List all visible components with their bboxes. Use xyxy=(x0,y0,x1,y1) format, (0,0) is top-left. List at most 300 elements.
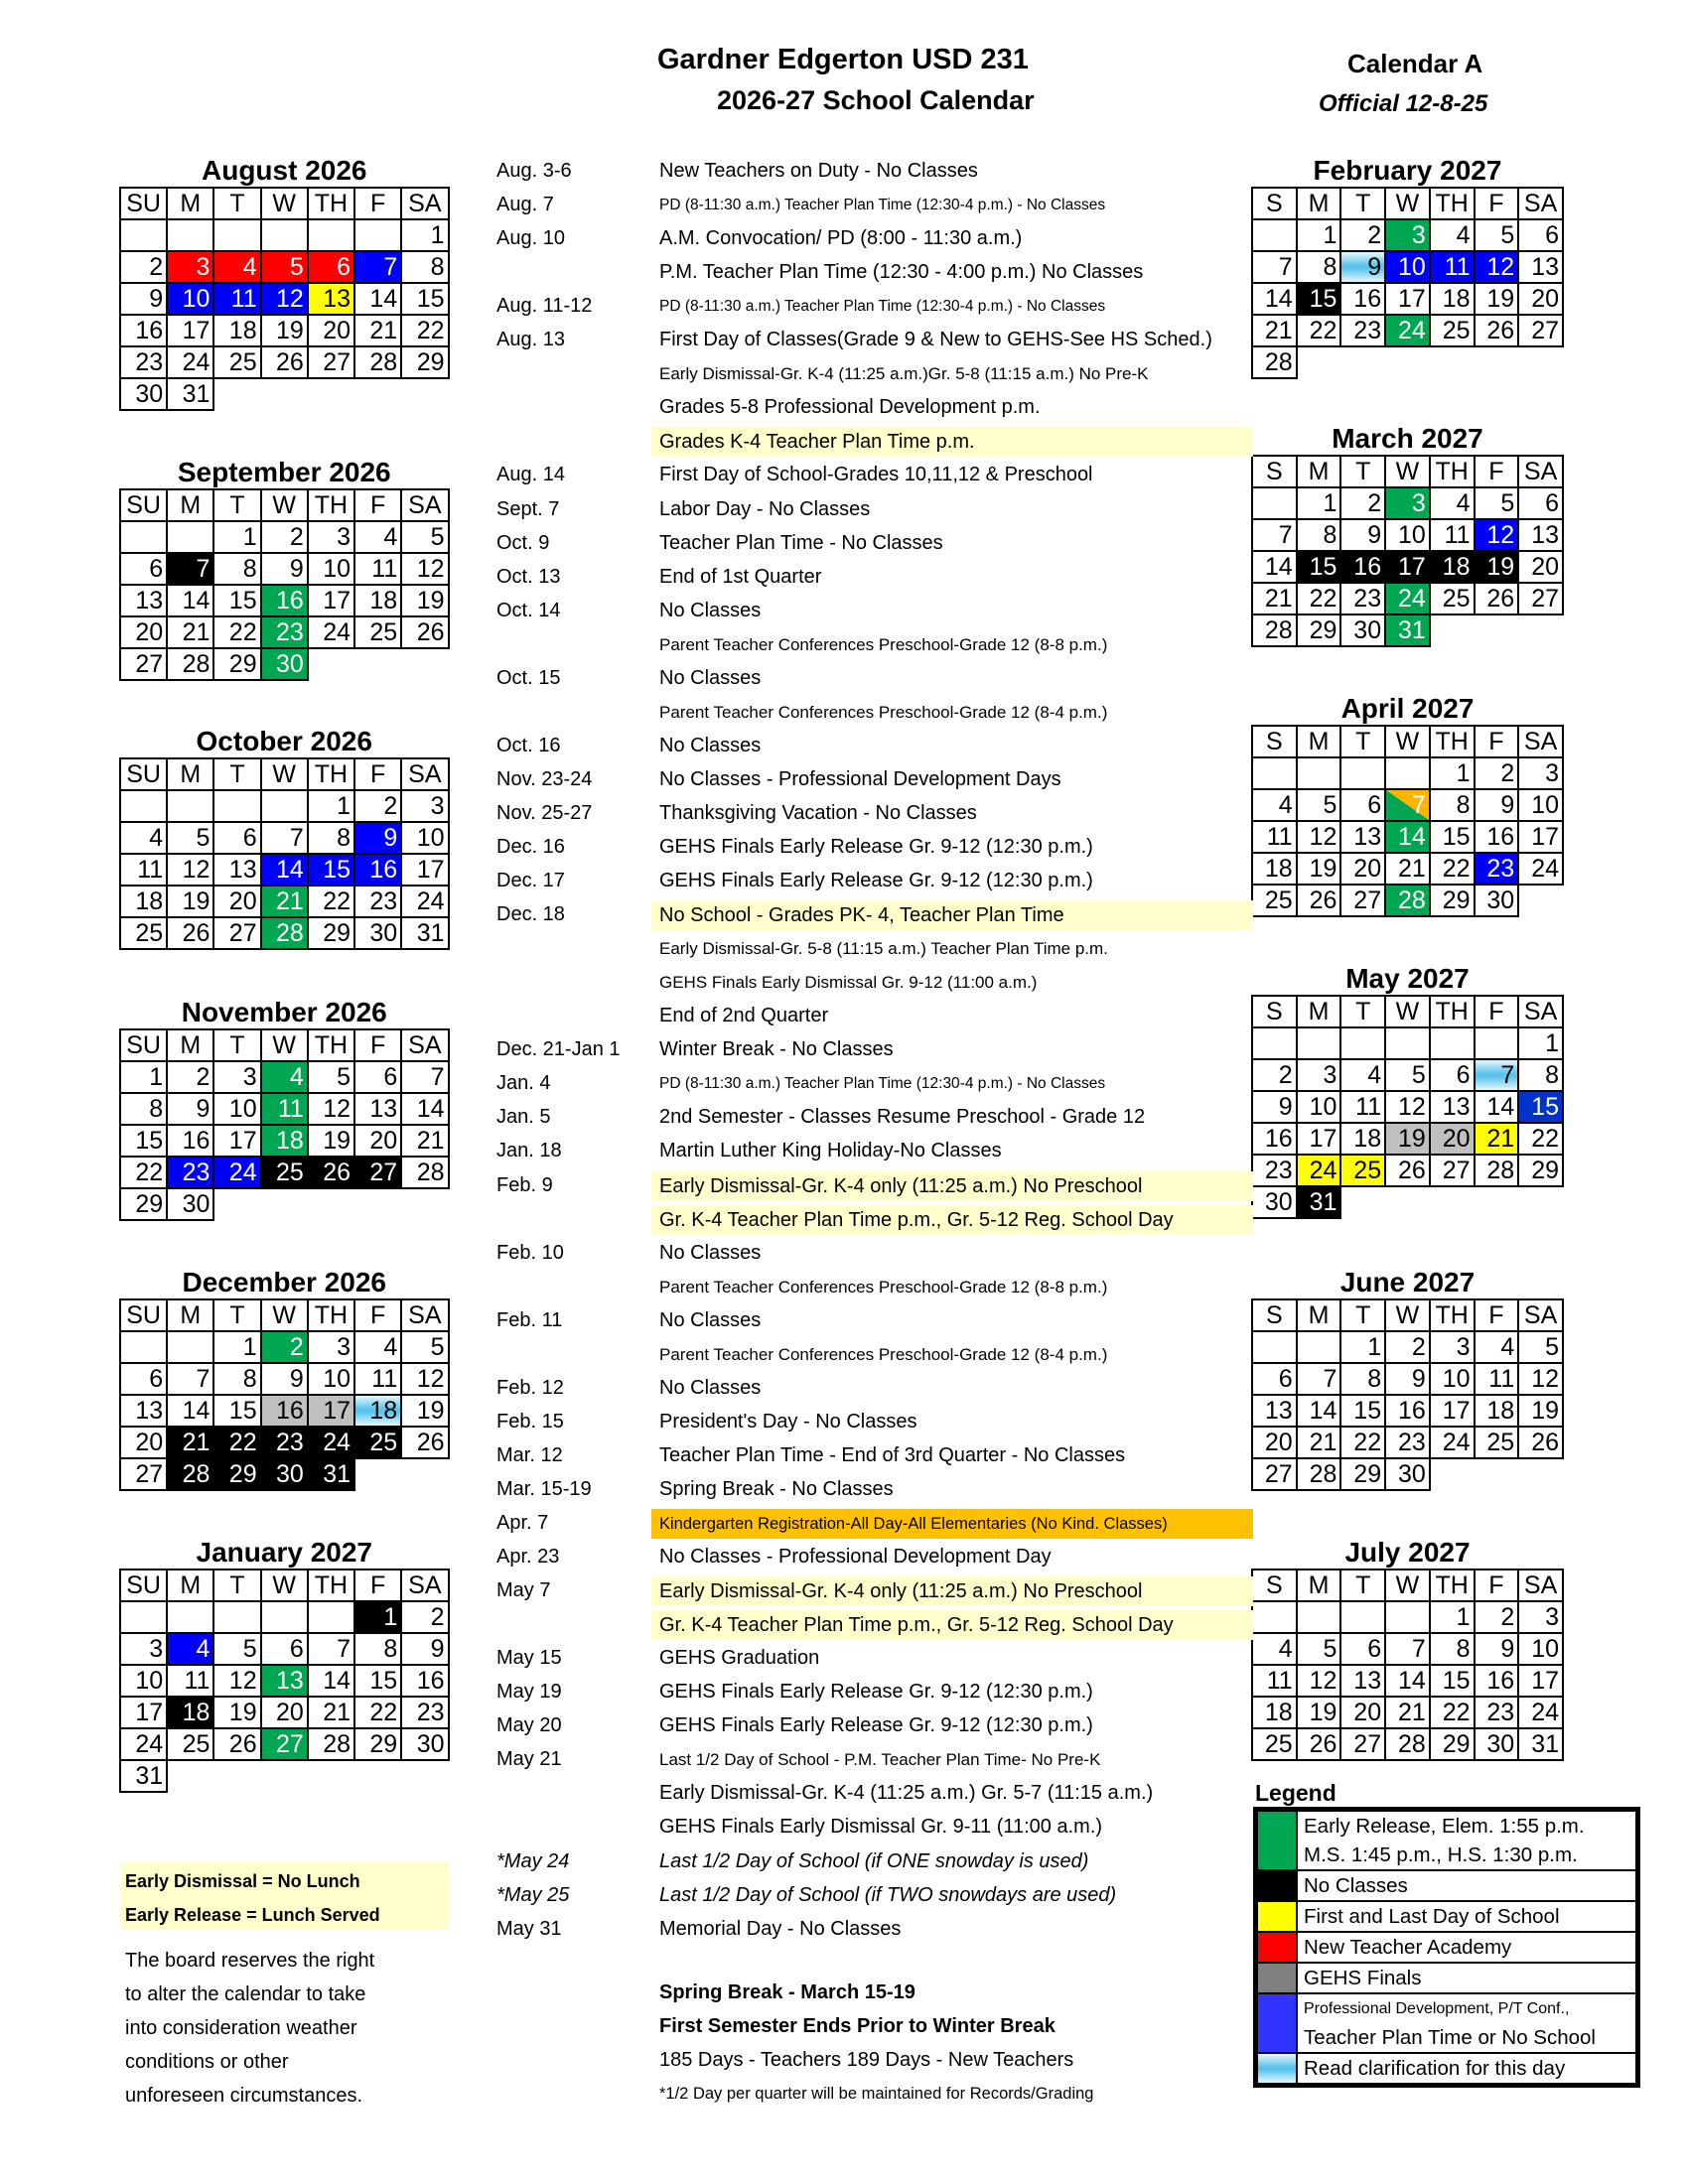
day-cell[interactable]: 1 xyxy=(213,1331,260,1363)
day-cell[interactable]: 11 xyxy=(1340,1091,1385,1123)
day-cell[interactable]: 16 xyxy=(167,1125,213,1157)
day-cell[interactable]: 4 xyxy=(167,1633,213,1665)
day-cell[interactable]: 20 xyxy=(1430,1123,1475,1155)
day-cell[interactable]: 27 xyxy=(120,1458,167,1490)
day-cell[interactable]: 17 xyxy=(1518,1665,1563,1697)
day-cell[interactable]: 10 xyxy=(308,1363,354,1395)
day-cell[interactable]: 18 xyxy=(167,1697,213,1728)
day-cell[interactable]: 24 xyxy=(1297,1155,1341,1186)
day-cell[interactable]: 2 xyxy=(261,521,308,553)
day-cell[interactable]: 8 xyxy=(1340,1363,1385,1395)
day-cell[interactable]: 12 xyxy=(308,1093,354,1125)
day-cell[interactable]: 18 xyxy=(354,585,401,616)
day-cell[interactable]: 15 xyxy=(1518,1091,1563,1123)
day-cell[interactable]: 14 xyxy=(401,1093,448,1125)
day-cell[interactable]: 26 xyxy=(213,1728,260,1760)
day-cell[interactable]: 6 xyxy=(120,1363,167,1395)
day-cell[interactable]: 20 xyxy=(1518,283,1563,315)
day-cell[interactable]: 26 xyxy=(1475,315,1519,346)
day-cell[interactable]: 17 xyxy=(1518,821,1563,853)
day-cell[interactable]: 2 xyxy=(1475,757,1519,789)
day-cell[interactable]: 12 xyxy=(1475,251,1519,283)
day-cell[interactable]: 21 xyxy=(1385,853,1430,885)
day-cell[interactable]: 9 xyxy=(167,1093,213,1125)
day-cell[interactable]: 11 xyxy=(354,553,401,585)
day-cell[interactable]: 31 xyxy=(308,1458,354,1490)
day-cell[interactable]: 11 xyxy=(261,1093,308,1125)
day-cell[interactable]: 11 xyxy=(354,1363,401,1395)
day-cell[interactable]: 26 xyxy=(1385,1155,1430,1186)
day-cell[interactable]: 4 xyxy=(1252,1633,1297,1665)
day-cell[interactable]: 13 xyxy=(120,585,167,616)
day-cell[interactable]: 13 xyxy=(1252,1395,1297,1427)
day-cell[interactable]: 1 xyxy=(1430,1601,1475,1633)
day-cell[interactable]: 23 xyxy=(261,1427,308,1458)
day-cell[interactable]: 14 xyxy=(1297,1395,1341,1427)
day-cell[interactable]: 29 xyxy=(213,1458,260,1490)
day-cell[interactable]: 20 xyxy=(1252,1427,1297,1458)
day-cell[interactable]: 2 xyxy=(167,1061,213,1093)
day-cell[interactable]: 16 xyxy=(1475,1665,1519,1697)
day-cell[interactable]: 23 xyxy=(1252,1155,1297,1186)
day-cell[interactable]: 7 xyxy=(1297,1363,1341,1395)
day-cell[interactable]: 4 xyxy=(120,822,167,854)
day-cell[interactable]: 3 xyxy=(1385,219,1430,251)
day-cell[interactable]: 5 xyxy=(401,521,448,553)
day-cell[interactable]: 17 xyxy=(213,1125,260,1157)
day-cell[interactable]: 1 xyxy=(1340,1331,1385,1363)
day-cell[interactable]: 11 xyxy=(167,1665,213,1697)
day-cell[interactable]: 6 xyxy=(1252,1363,1297,1395)
day-cell[interactable]: 1 xyxy=(308,790,354,822)
day-cell[interactable]: 28 xyxy=(1475,1155,1519,1186)
day-cell[interactable]: 16 xyxy=(120,315,167,346)
day-cell[interactable]: 14 xyxy=(167,585,213,616)
day-cell[interactable]: 18 xyxy=(1430,551,1475,583)
day-cell[interactable]: 25 xyxy=(261,1157,308,1188)
day-cell[interactable]: 8 xyxy=(1430,1633,1475,1665)
day-cell[interactable]: 2 xyxy=(401,1601,448,1633)
day-cell[interactable]: 13 xyxy=(354,1093,401,1125)
day-cell[interactable]: 4 xyxy=(354,521,401,553)
day-cell[interactable]: 23 xyxy=(354,886,401,917)
day-cell[interactable]: 5 xyxy=(213,1633,260,1665)
day-cell[interactable]: 7 xyxy=(261,822,308,854)
day-cell[interactable]: 20 xyxy=(120,1427,167,1458)
day-cell[interactable]: 13 xyxy=(1340,821,1385,853)
day-cell[interactable]: 4 xyxy=(261,1061,308,1093)
day-cell[interactable]: 1 xyxy=(354,1601,401,1633)
day-cell[interactable]: 22 xyxy=(1297,315,1341,346)
day-cell[interactable]: 25 xyxy=(354,1427,401,1458)
day-cell[interactable]: 2 xyxy=(1385,1331,1430,1363)
day-cell[interactable]: 8 xyxy=(120,1093,167,1125)
day-cell[interactable]: 5 xyxy=(1475,487,1519,519)
day-cell[interactable]: 6 xyxy=(354,1061,401,1093)
day-cell[interactable]: 9 xyxy=(261,553,308,585)
day-cell[interactable]: 6 xyxy=(213,822,260,854)
day-cell[interactable]: 30 xyxy=(401,1728,448,1760)
day-cell[interactable]: 11 xyxy=(213,283,260,315)
day-cell[interactable]: 5 xyxy=(1297,789,1341,821)
day-cell[interactable]: 25 xyxy=(1340,1155,1385,1186)
day-cell[interactable]: 27 xyxy=(354,1157,401,1188)
day-cell[interactable]: 21 xyxy=(167,616,213,648)
day-cell[interactable]: 5 xyxy=(1518,1331,1563,1363)
day-cell[interactable]: 16 xyxy=(1340,551,1385,583)
day-cell[interactable]: 26 xyxy=(308,1157,354,1188)
day-cell[interactable]: 23 xyxy=(1340,315,1385,346)
day-cell[interactable]: 14 xyxy=(1385,1665,1430,1697)
day-cell[interactable]: 10 xyxy=(1297,1091,1341,1123)
day-cell[interactable]: 24 xyxy=(120,1728,167,1760)
day-cell[interactable]: 4 xyxy=(1475,1331,1519,1363)
day-cell[interactable]: 3 xyxy=(167,251,213,283)
day-cell[interactable]: 7 xyxy=(308,1633,354,1665)
day-cell[interactable]: 19 xyxy=(167,886,213,917)
day-cell[interactable]: 10 xyxy=(213,1093,260,1125)
day-cell[interactable]: 29 xyxy=(1430,885,1475,916)
day-cell[interactable]: 14 xyxy=(1252,283,1297,315)
day-cell[interactable]: 15 xyxy=(308,854,354,886)
day-cell[interactable]: 2 xyxy=(1340,487,1385,519)
day-cell[interactable]: 19 xyxy=(308,1125,354,1157)
day-cell[interactable]: 9 xyxy=(1340,251,1385,283)
day-cell[interactable]: 8 xyxy=(308,822,354,854)
day-cell[interactable]: 12 xyxy=(1297,821,1341,853)
day-cell[interactable]: 12 xyxy=(213,1665,260,1697)
day-cell[interactable]: 27 xyxy=(1518,583,1563,614)
day-cell[interactable]: 1 xyxy=(120,1061,167,1093)
day-cell[interactable]: 30 xyxy=(120,378,167,410)
day-cell[interactable]: 26 xyxy=(1297,885,1341,916)
day-cell[interactable]: 3 xyxy=(308,1331,354,1363)
day-cell[interactable]: 6 xyxy=(1430,1059,1475,1091)
day-cell[interactable]: 29 xyxy=(1518,1155,1563,1186)
day-cell[interactable]: 17 xyxy=(1430,1395,1475,1427)
day-cell[interactable]: 19 xyxy=(261,315,308,346)
day-cell[interactable]: 28 xyxy=(354,346,401,378)
day-cell[interactable]: 14 xyxy=(167,1395,213,1427)
day-cell[interactable]: 22 xyxy=(354,1697,401,1728)
day-cell[interactable]: 13 xyxy=(1430,1091,1475,1123)
day-cell[interactable]: 17 xyxy=(1385,551,1430,583)
day-cell[interactable]: 26 xyxy=(401,616,448,648)
day-cell[interactable]: 28 xyxy=(308,1728,354,1760)
day-cell[interactable]: 27 xyxy=(1518,315,1563,346)
day-cell[interactable]: 5 xyxy=(1475,219,1519,251)
day-cell[interactable]: 3 xyxy=(1297,1059,1341,1091)
day-cell[interactable]: 27 xyxy=(1340,885,1385,916)
day-cell[interactable]: 23 xyxy=(167,1157,213,1188)
day-cell[interactable]: 11 xyxy=(1430,519,1475,551)
day-cell[interactable]: 21 xyxy=(308,1697,354,1728)
day-cell[interactable]: 31 xyxy=(1297,1186,1341,1218)
day-cell[interactable]: 29 xyxy=(354,1728,401,1760)
day-cell[interactable]: 10 xyxy=(1385,519,1430,551)
day-cell[interactable]: 1 xyxy=(1518,1027,1563,1059)
day-cell[interactable]: 15 xyxy=(1340,1395,1385,1427)
day-cell[interactable]: 16 xyxy=(1385,1395,1430,1427)
day-cell[interactable]: 3 xyxy=(213,1061,260,1093)
day-cell[interactable]: 22 xyxy=(1430,1697,1475,1728)
day-cell[interactable]: 4 xyxy=(354,1331,401,1363)
day-cell[interactable]: 8 xyxy=(401,251,448,283)
day-cell[interactable]: 13 xyxy=(261,1665,308,1697)
day-cell[interactable]: 26 xyxy=(1297,1728,1341,1760)
day-cell[interactable]: 30 xyxy=(1385,1458,1430,1490)
day-cell[interactable]: 18 xyxy=(1252,1697,1297,1728)
day-cell[interactable]: 13 xyxy=(213,854,260,886)
day-cell[interactable]: 22 xyxy=(1518,1123,1563,1155)
day-cell[interactable]: 28 xyxy=(167,1458,213,1490)
day-cell[interactable]: 5 xyxy=(401,1331,448,1363)
day-cell[interactable]: 6 xyxy=(1340,1633,1385,1665)
day-cell[interactable]: 28 xyxy=(1252,346,1297,378)
day-cell[interactable]: 25 xyxy=(167,1728,213,1760)
day-cell[interactable]: 18 xyxy=(120,886,167,917)
day-cell[interactable]: 9 xyxy=(354,822,401,854)
day-cell[interactable]: 6 xyxy=(1518,219,1563,251)
day-cell[interactable]: 4 xyxy=(1252,789,1297,821)
day-cell[interactable]: 27 xyxy=(1340,1728,1385,1760)
day-cell[interactable]: 21 xyxy=(1385,1697,1430,1728)
day-cell[interactable]: 3 xyxy=(1518,757,1563,789)
day-cell[interactable]: 16 xyxy=(261,585,308,616)
day-cell[interactable]: 23 xyxy=(261,616,308,648)
day-cell[interactable]: 14 xyxy=(1252,551,1297,583)
day-cell[interactable]: 29 xyxy=(401,346,448,378)
day-cell[interactable]: 4 xyxy=(1430,219,1475,251)
day-cell[interactable]: 4 xyxy=(1430,487,1475,519)
day-cell[interactable]: 28 xyxy=(261,917,308,949)
day-cell[interactable]: 11 xyxy=(1252,821,1297,853)
day-cell[interactable]: 18 xyxy=(354,1395,401,1427)
day-cell[interactable]: 21 xyxy=(1252,583,1297,614)
day-cell[interactable]: 1 xyxy=(1430,757,1475,789)
day-cell[interactable]: 2 xyxy=(120,251,167,283)
day-cell[interactable]: 30 xyxy=(1475,1728,1519,1760)
day-cell[interactable]: 21 xyxy=(401,1125,448,1157)
day-cell[interactable]: 17 xyxy=(120,1697,167,1728)
day-cell[interactable]: 17 xyxy=(308,585,354,616)
day-cell[interactable]: 1 xyxy=(1297,219,1341,251)
day-cell[interactable]: 22 xyxy=(1340,1427,1385,1458)
day-cell[interactable]: 8 xyxy=(354,1633,401,1665)
day-cell[interactable]: 7 xyxy=(167,1363,213,1395)
day-cell[interactable]: 4 xyxy=(213,251,260,283)
day-cell[interactable]: 30 xyxy=(1252,1186,1297,1218)
day-cell[interactable]: 27 xyxy=(120,648,167,680)
day-cell[interactable]: 24 xyxy=(167,346,213,378)
day-cell[interactable]: 11 xyxy=(120,854,167,886)
day-cell[interactable]: 20 xyxy=(1340,1697,1385,1728)
day-cell[interactable]: 1 xyxy=(401,219,448,251)
day-cell[interactable]: 15 xyxy=(120,1125,167,1157)
day-cell[interactable]: 5 xyxy=(1297,1633,1341,1665)
day-cell[interactable]: 9 xyxy=(120,283,167,315)
day-cell[interactable]: 12 xyxy=(1475,519,1519,551)
day-cell[interactable]: 9 xyxy=(1475,1633,1519,1665)
day-cell[interactable]: 21 xyxy=(1252,315,1297,346)
day-cell[interactable]: 26 xyxy=(1518,1427,1563,1458)
day-cell[interactable]: 22 xyxy=(308,886,354,917)
day-cell[interactable]: 25 xyxy=(213,346,260,378)
day-cell[interactable]: 29 xyxy=(1297,614,1341,646)
day-cell[interactable]: 26 xyxy=(261,346,308,378)
day-cell[interactable]: 15 xyxy=(1430,821,1475,853)
day-cell[interactable]: 13 xyxy=(1518,519,1563,551)
day-cell[interactable]: 10 xyxy=(308,553,354,585)
day-cell[interactable]: 18 xyxy=(213,315,260,346)
day-cell[interactable]: 14 xyxy=(1475,1091,1519,1123)
day-cell[interactable]: 17 xyxy=(1385,283,1430,315)
day-cell[interactable]: 19 xyxy=(1385,1123,1430,1155)
day-cell[interactable]: 7 xyxy=(401,1061,448,1093)
day-cell[interactable]: 19 xyxy=(1475,283,1519,315)
day-cell[interactable]: 18 xyxy=(1475,1395,1519,1427)
day-cell[interactable]: 31 xyxy=(1385,614,1430,646)
day-cell[interactable]: 15 xyxy=(354,1665,401,1697)
day-cell[interactable]: 19 xyxy=(1297,853,1341,885)
day-cell[interactable]: 7 xyxy=(1252,519,1297,551)
day-cell[interactable]: 24 xyxy=(1518,1697,1563,1728)
day-cell[interactable]: 9 xyxy=(1475,789,1519,821)
day-cell[interactable]: 11 xyxy=(1430,251,1475,283)
day-cell[interactable]: 13 xyxy=(1340,1665,1385,1697)
day-cell[interactable]: 6 xyxy=(120,553,167,585)
day-cell[interactable]: 3 xyxy=(308,521,354,553)
day-cell[interactable]: 7 xyxy=(1475,1059,1519,1091)
day-cell[interactable]: 9 xyxy=(261,1363,308,1395)
day-cell[interactable]: 6 xyxy=(261,1633,308,1665)
day-cell[interactable]: 24 xyxy=(1385,583,1430,614)
day-cell[interactable]: 6 xyxy=(1518,487,1563,519)
day-cell[interactable]: 14 xyxy=(261,854,308,886)
day-cell[interactable]: 13 xyxy=(120,1395,167,1427)
day-cell[interactable]: 25 xyxy=(1430,583,1475,614)
day-cell[interactable]: 24 xyxy=(1385,315,1430,346)
day-cell[interactable]: 15 xyxy=(213,1395,260,1427)
day-cell[interactable]: 5 xyxy=(1385,1059,1430,1091)
day-cell[interactable]: 25 xyxy=(354,616,401,648)
day-cell[interactable]: 21 xyxy=(261,886,308,917)
day-cell[interactable]: 21 xyxy=(167,1427,213,1458)
day-cell[interactable]: 30 xyxy=(261,1458,308,1490)
day-cell[interactable]: 18 xyxy=(1252,853,1297,885)
day-cell[interactable]: 29 xyxy=(213,648,260,680)
day-cell[interactable]: 11 xyxy=(1252,1665,1297,1697)
day-cell[interactable]: 17 xyxy=(308,1395,354,1427)
day-cell[interactable]: 28 xyxy=(1385,885,1430,916)
day-cell[interactable]: 15 xyxy=(1297,551,1341,583)
day-cell[interactable]: 2 xyxy=(1475,1601,1519,1633)
day-cell[interactable]: 10 xyxy=(1430,1363,1475,1395)
day-cell[interactable]: 8 xyxy=(213,553,260,585)
day-cell[interactable]: 24 xyxy=(1518,853,1563,885)
day-cell[interactable]: 29 xyxy=(1430,1728,1475,1760)
day-cell[interactable]: 1 xyxy=(213,521,260,553)
day-cell[interactable]: 11 xyxy=(1475,1363,1519,1395)
day-cell[interactable]: 23 xyxy=(1385,1427,1430,1458)
day-cell[interactable]: 10 xyxy=(120,1665,167,1697)
day-cell[interactable]: 12 xyxy=(1297,1665,1341,1697)
day-cell[interactable]: 8 xyxy=(1430,789,1475,821)
day-cell[interactable]: 13 xyxy=(308,283,354,315)
day-cell[interactable]: 23 xyxy=(1475,1697,1519,1728)
day-cell[interactable]: 28 xyxy=(1385,1728,1430,1760)
day-cell[interactable]: 27 xyxy=(261,1728,308,1760)
day-cell[interactable]: 20 xyxy=(1518,551,1563,583)
day-cell[interactable]: 13 xyxy=(1518,251,1563,283)
day-cell[interactable]: 22 xyxy=(401,315,448,346)
day-cell[interactable]: 19 xyxy=(401,585,448,616)
day-cell[interactable]: 12 xyxy=(261,283,308,315)
day-cell[interactable]: 29 xyxy=(120,1188,167,1220)
day-cell[interactable]: 5 xyxy=(308,1061,354,1093)
day-cell[interactable]: 30 xyxy=(261,648,308,680)
day-cell[interactable]: 20 xyxy=(120,616,167,648)
day-cell[interactable]: 21 xyxy=(354,315,401,346)
day-cell[interactable]: 12 xyxy=(1385,1091,1430,1123)
day-cell[interactable]: 19 xyxy=(1518,1395,1563,1427)
day-cell[interactable]: 25 xyxy=(120,917,167,949)
day-cell[interactable]: 15 xyxy=(1430,1665,1475,1697)
day-cell[interactable]: 24 xyxy=(308,1427,354,1458)
day-cell[interactable]: 14 xyxy=(1385,821,1430,853)
day-cell[interactable]: 3 xyxy=(1430,1331,1475,1363)
day-cell[interactable]: 24 xyxy=(1430,1427,1475,1458)
day-cell[interactable]: 22 xyxy=(1430,853,1475,885)
day-cell[interactable]: 7 xyxy=(167,553,213,585)
day-cell[interactable]: 20 xyxy=(261,1697,308,1728)
day-cell[interactable]: 12 xyxy=(401,553,448,585)
day-cell[interactable]: 24 xyxy=(401,886,448,917)
day-cell[interactable]: 3 xyxy=(1518,1601,1563,1633)
day-cell[interactable]: 17 xyxy=(167,315,213,346)
day-cell[interactable]: 10 xyxy=(1518,789,1563,821)
day-cell[interactable]: 19 xyxy=(1297,1697,1341,1728)
day-cell[interactable]: 9 xyxy=(1340,519,1385,551)
day-cell[interactable]: 3 xyxy=(120,1633,167,1665)
day-cell[interactable]: 19 xyxy=(213,1697,260,1728)
day-cell[interactable]: 7 xyxy=(1385,789,1430,821)
day-cell[interactable]: 2 xyxy=(354,790,401,822)
day-cell[interactable]: 16 xyxy=(1252,1123,1297,1155)
day-cell[interactable]: 20 xyxy=(1340,853,1385,885)
day-cell[interactable]: 30 xyxy=(167,1188,213,1220)
day-cell[interactable]: 25 xyxy=(1252,885,1297,916)
day-cell[interactable]: 6 xyxy=(1340,789,1385,821)
day-cell[interactable]: 2 xyxy=(1252,1059,1297,1091)
day-cell[interactable]: 14 xyxy=(354,283,401,315)
day-cell[interactable]: 16 xyxy=(401,1665,448,1697)
day-cell[interactable]: 16 xyxy=(1475,821,1519,853)
day-cell[interactable]: 18 xyxy=(1340,1123,1385,1155)
day-cell[interactable]: 7 xyxy=(1252,251,1297,283)
day-cell[interactable]: 25 xyxy=(1430,315,1475,346)
day-cell[interactable]: 3 xyxy=(401,790,448,822)
day-cell[interactable]: 16 xyxy=(1340,283,1385,315)
day-cell[interactable]: 31 xyxy=(1518,1728,1563,1760)
day-cell[interactable]: 14 xyxy=(308,1665,354,1697)
day-cell[interactable]: 19 xyxy=(401,1395,448,1427)
day-cell[interactable]: 1 xyxy=(1297,487,1341,519)
day-cell[interactable]: 15 xyxy=(213,585,260,616)
day-cell[interactable]: 29 xyxy=(308,917,354,949)
day-cell[interactable]: 23 xyxy=(1475,853,1519,885)
day-cell[interactable]: 5 xyxy=(167,822,213,854)
